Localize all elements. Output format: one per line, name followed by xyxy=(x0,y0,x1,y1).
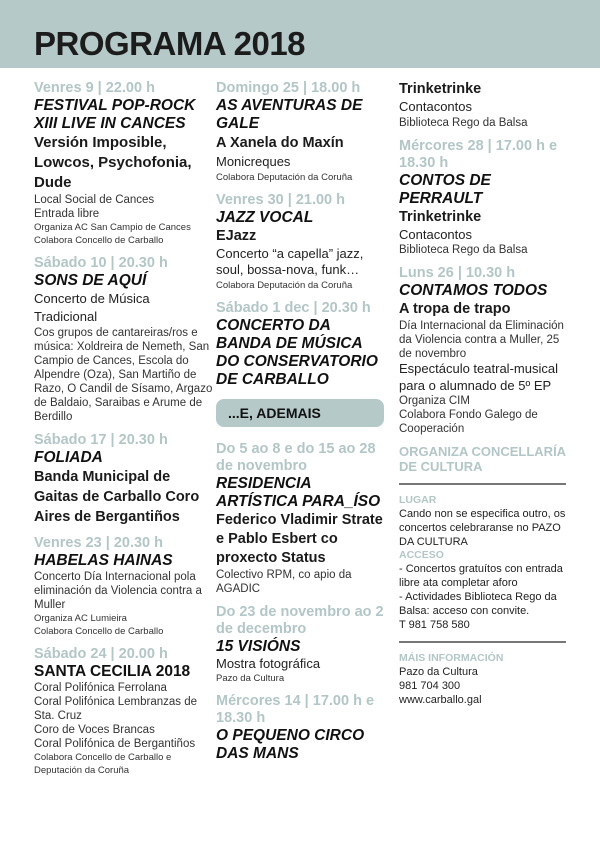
event-line: Coral Polifónica Lembranzas de Sta. Cruz xyxy=(34,696,198,722)
event-performer: Trinketrinke xyxy=(399,81,482,97)
event-date: Sábado 24 | 20.00 h xyxy=(34,646,168,662)
event-aventuras-de-gale xyxy=(216,80,388,184)
event-performer: A tropa de trapo xyxy=(399,301,511,317)
event-date: Sábado 10 | 20.30 h xyxy=(34,255,168,271)
event-performer: Federico Vladimir Strate e Pablo Esbert co proxecto Status xyxy=(216,511,383,566)
event-date: Venres 9 | 22.00 h xyxy=(34,80,155,96)
event-collaborator: Colabora Concello de Carballo xyxy=(34,235,164,246)
event-title: CONCERTO DA BANDA DE MÚSICA DO CONSERVATORIO DE CARBALLO xyxy=(216,316,378,388)
event-note: Día Internacional da Eliminación da Violencia contra a Muller, 25 de novembro xyxy=(399,320,564,360)
event-performer: EJazz xyxy=(216,227,257,244)
acceso-text-2: - Actividades Biblioteca Rego da Balsa: acceso con convite. xyxy=(399,591,557,617)
event-description: Espectáculo teatral-musical para o alumnado de 5º EP xyxy=(399,361,558,393)
column-2 xyxy=(216,80,388,771)
event-date: Domingo 25 | 18.00 h xyxy=(216,80,361,96)
event-performer: Banda Municipal de Gaitas de Carballo Coro Aires de Bergantiños xyxy=(34,469,200,525)
event-title: CONTOS DE PERRAULT xyxy=(399,171,491,207)
event-description: Contacontos xyxy=(399,226,472,242)
event-contamos-todos xyxy=(399,265,569,436)
info-phone: 981 704 300 xyxy=(399,680,461,692)
event-collaborator: Colabora Concello de Carballo xyxy=(34,626,164,637)
divider xyxy=(399,483,566,485)
event-description: Contacontos xyxy=(399,99,472,114)
event-santa-cecilia xyxy=(34,646,214,777)
event-title: FOLIADA xyxy=(34,449,103,466)
event-date: Do 5 ao 8 e do 15 ao 28 de novembro xyxy=(216,440,376,474)
event-venue: Local Social de Cances xyxy=(34,194,155,206)
event-venue: Pazo da Cultura xyxy=(216,673,285,684)
event-body: Concerto Día Internacional pola eliminación da Violencia contra a Muller xyxy=(34,571,202,611)
event-title: FESTIVAL POP-ROCK XIII LIVE IN CANCES xyxy=(34,97,196,132)
event-organizer: Organiza AC San Campio de Cances xyxy=(34,222,191,233)
lugar-text: Cando non se especifica outro, os concertos celebraranse no PAZO DA CULTURA xyxy=(399,508,566,548)
event-sons-de-aqui xyxy=(34,255,214,424)
event-description: Mostra fotográfica xyxy=(216,655,321,671)
event-venue: Biblioteca Rego da Balsa xyxy=(399,244,528,256)
acceso-label: ACCESO xyxy=(399,549,444,561)
event-performer: Versión Imposible, Lowcos, Psychofonia, Dude xyxy=(34,134,192,191)
event-title: AS AVENTURAS DE GALE xyxy=(216,97,363,132)
event-entry: Entrada libre xyxy=(34,208,100,220)
event-date: Sábado 17 | 20.30 h xyxy=(34,432,168,448)
event-collaborator: Colabora Deputación da Coruña xyxy=(216,171,353,183)
lugar-label: LUGAR xyxy=(399,494,437,506)
event-title: RESIDENCIA ARTÍSTICA PARA_ÍSO xyxy=(216,474,381,510)
event-15-visions xyxy=(216,604,388,686)
event-description: Concerto “a capella” jazz, soul, bossa-nova, funk… xyxy=(216,245,364,277)
event-organizer: Organiza AC Lumieira xyxy=(34,613,127,624)
event-collaborator: Colabora Deputación da Coruña xyxy=(216,279,353,291)
event-date: Venres 23 | 20.30 h xyxy=(34,535,164,551)
header-banner xyxy=(0,0,600,68)
event-line: Coro de Voces Brancas xyxy=(34,724,155,736)
event-title: SANTA CECILIA 2018 xyxy=(34,663,191,680)
event-title: HABELAS HAINAS xyxy=(34,552,173,569)
event-performer: A Xanela do Maxín xyxy=(216,135,344,151)
acceso-phone: T 981 758 580 xyxy=(399,619,470,631)
event-residencia-artistica xyxy=(216,441,388,596)
event-date: Sábado 1 dec | 20.30 h xyxy=(216,299,371,316)
event-title: SONS DE AQUÍ xyxy=(34,272,147,289)
event-title: O PEQUENO CIRCO DAS MANS xyxy=(216,727,365,762)
event-line: Coral Polifónica Ferrolana xyxy=(34,682,167,694)
mais-info-label: MÁIS INFORMACIÓN xyxy=(399,652,504,664)
event-collaborator: Colabora Concello de Carballo e Deputación da Coruña xyxy=(34,752,172,776)
event-performer: Trinketrinke xyxy=(399,208,482,225)
event-collaborator: Colabora Fondo Galego de Cooperación xyxy=(399,409,538,435)
event-title: CONTAMOS TODOS xyxy=(399,282,548,299)
info-venue: Pazo da Cultura xyxy=(399,666,478,678)
column-3 xyxy=(399,80,569,707)
ademais-banner: ...E, ADEMAIS xyxy=(216,399,384,427)
event-venue: Biblioteca Rego da Balsa xyxy=(399,116,528,129)
organizer-heading: ORGANIZA CONCELLARÍA DE CULTURA xyxy=(399,444,566,474)
event-trinketrinke-continued xyxy=(399,80,569,130)
event-organizer: Organiza CIM xyxy=(399,395,470,407)
event-jazz-vocal xyxy=(216,192,388,292)
event-festival-pop-rock xyxy=(34,80,214,247)
event-date: Mércores 14 | 17.00 h e 18.30 h xyxy=(216,693,375,726)
event-date: Do 23 de novembro ao 2 de decembro xyxy=(216,603,384,637)
event-date: Luns 26 | 10.30 h xyxy=(399,265,516,281)
event-foliada xyxy=(34,432,214,527)
event-title: 15 VISIÓNS xyxy=(216,637,301,655)
acceso-text-1: - Concertos gratuítos con entrada libre ata completar aforo xyxy=(399,563,563,589)
event-line: Coral Polifónica de Bergantiños xyxy=(34,738,196,750)
divider xyxy=(399,641,566,643)
event-title: JAZZ VOCAL xyxy=(216,208,314,226)
event-contos-de-perrault xyxy=(399,138,569,258)
info-website-link[interactable]: www.carballo.gal xyxy=(399,694,482,706)
event-description: Concerto de Música Tradicional xyxy=(34,291,150,324)
page-title: PROGRAMA 2018 xyxy=(34,25,306,62)
event-description: Monicreques xyxy=(216,154,291,169)
event-habelas-hainas xyxy=(34,535,214,638)
event-collaborator: Colectivo RPM, co apio da AGADIC xyxy=(216,568,352,595)
event-body: Cos grupos de cantareiras/ros e música: Xoldreira de Nemeth, San Campio de Cances, Escola do Alpendre (Oza), San Martiño de Razo, O Candil de Sísamo, Argazo de Baldaio, Saraibas e Arume de Berdillo xyxy=(34,327,213,423)
column-1 xyxy=(34,80,214,785)
event-pequeno-circo xyxy=(216,693,388,763)
event-date: Mércores 28 | 17.00 h e 18.30 h xyxy=(399,137,558,171)
info-block xyxy=(399,444,569,707)
event-concerto-banda xyxy=(216,300,388,389)
event-date: Venres 30 | 21.00 h xyxy=(216,191,346,208)
